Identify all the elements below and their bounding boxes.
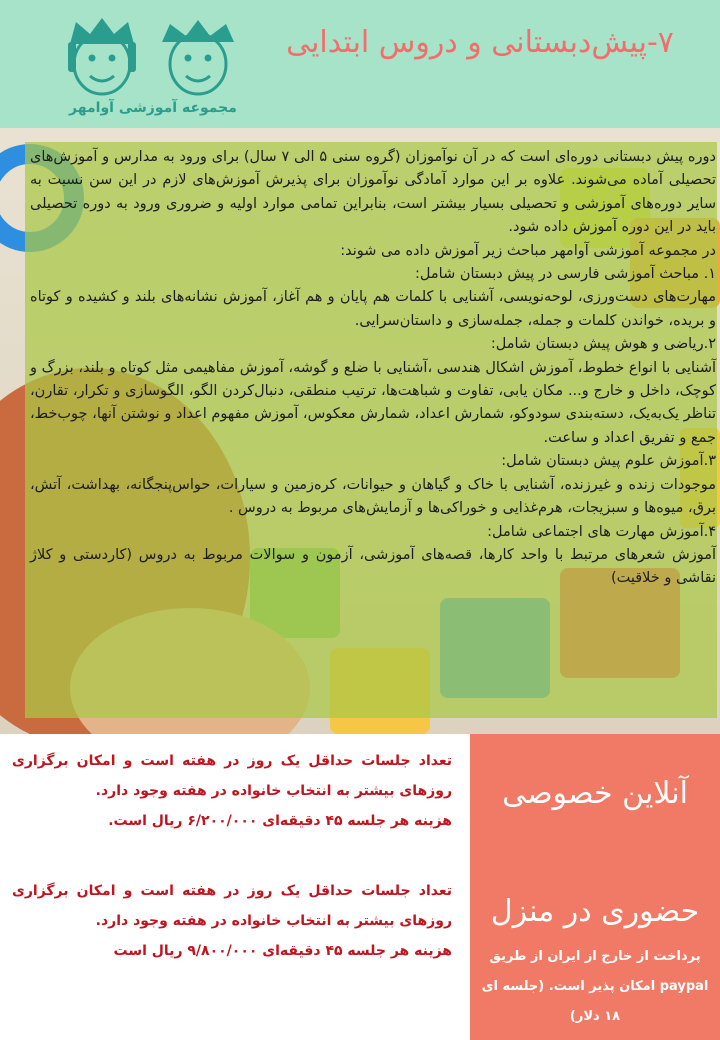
section-social-heading: ۴.آموزش مهارت های اجتماعی شامل:: [487, 523, 716, 540]
section-persian-heading: ۱. مباحث آموزشی فارسی در پیش دبستان شامل:: [415, 266, 716, 283]
home-title: حضوری در منزل: [490, 894, 700, 929]
section-math-text: آشنایی با انواع خطوط، آموزش اشکال هندسی ،آشنایی با ضلع و گوشه، آموزش مفاهیمی مثل کوتاه و بلند، بزرگ و کوچک، داخل و خارج و... مکان یابی، تفاوت و شباهت‌ها، ترتیب منطقی، دنبال‌کردن الگو، الگوسازی و تکرار، تقارن، تناظر یک‌به‌یک، دسته‌بندی سودوکو، شمارش اعداد، شمارش معکوس، آموزش مفهوم اعداد و نوشتن آنها، چوب‌خط، جمع و تفریق اعداد و ساعت.: [30, 359, 716, 446]
header: [0, 0, 720, 128]
logo: [58, 12, 248, 124]
topics-intro: در مجموعه آموزشی آوامهر مباحث زیر آموزش داده می شوند:: [340, 242, 716, 259]
home-info: [12, 876, 452, 966]
intro-paragraph: دوره پیش دبستانی دوره‌ای است که در آن نوآموزان (گروه سنی ۵ الی ۷ سال) برای ورود به مدارس و آموزش‌های تحصیلی آماده می‌شوند. علاوه بر این موارد آمادگی نوآموزان برای پذیرش آموزش‌های لازم در این سن نسبت به سایر دوره‌های آموزشی و تحصیلی بسیار بیشتر است، بنابراین تمامی موارد اولیه و ضروری ورود به دوره تحصیلی باید در این دوره آموزش داده شود.: [30, 149, 716, 236]
logo-text: مجموعه آموزشی آوامهر: [69, 100, 237, 116]
options-box: [470, 734, 720, 1040]
section-persian-text: مهارت‌های دست‌ورزی، لوحه‌نویسی، آشنایی با کلمات هم پایان و هم آغاز، آموزش نشانه‌های بلند و کشیده و کوتاه و بریده، خواندن کلمات و جمله، جمله‌سازی و داستان‌سرایی.: [30, 289, 716, 329]
online-sessions-text: تعداد جلسات حداقل یک روز در هفته است و امکان برگزاری روزهای بیشتر به انتخاب خانواده در هفته وجود دارد.: [12, 753, 452, 799]
body-text: [30, 146, 716, 591]
online-price-text: هزینه هر جلسه ۴۵ دقیقه‌ای ۶/۲۰۰/۰۰۰ ریال است.: [108, 813, 452, 829]
children-faces-icon: [58, 12, 248, 102]
pricing-details: [0, 734, 470, 1040]
payment-note: پرداخت از خارج از ایران از طریق paypal امکان پذیر است. (جلسه ای ۱۸ دلار): [481, 949, 709, 1024]
online-info: [12, 746, 452, 836]
section-math-heading: ۲.ریاضی و هوش پیش دبستان شامل:: [490, 336, 716, 353]
home-price-text: هزینه هر جلسه ۴۵ دقیقه‌ای ۹/۸۰۰/۰۰۰ ریال است: [113, 943, 452, 959]
home-sessions-text: تعداد جلسات حداقل یک روز در هفته است و امکان برگزاری روزهای بیشتر به انتخاب خانواده در هفته وجود دارد.: [12, 883, 452, 929]
section-social-text: آموزش شعرهای مرتبط با واحد کارها، قصه‌های آموزشی، آزمون و سوالات مربوط به دروس (کاردستی و کلاژ نقاشی و خلاقیت): [30, 546, 716, 587]
section-science-heading: ۳.آموزش علوم پیش دبستان شامل:: [501, 453, 716, 470]
online-title: آنلاین خصوصی: [502, 776, 688, 811]
section-science-text: موجودات زنده و غیرزنده، آشنایی با خاک و گیاهان و حیوانات، کره‌زمین و سیارات، حواس‌پنجگانه، بهداشت، آتش، برق، میوه‌ها و سبزیجات، هرم‌غذایی و خوراکی‌ها و آزمایش‌های مربوط به دروس .: [30, 476, 716, 517]
page-title: ۷-پیش‌دبستانی و دروس ابتدایی: [286, 25, 674, 60]
